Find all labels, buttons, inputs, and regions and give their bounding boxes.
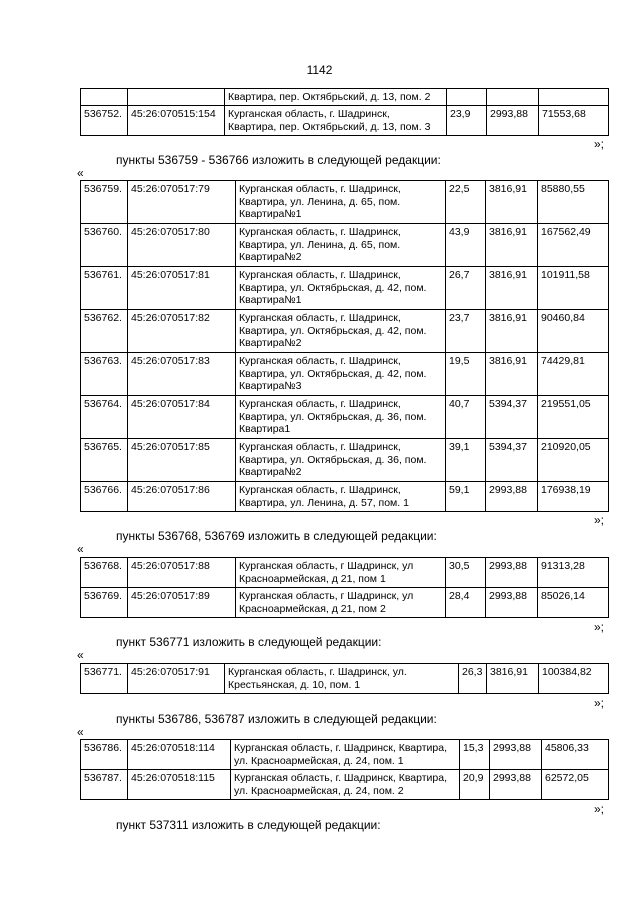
row-number-cell: 536762. [81,310,128,353]
rate-cell: 3816,91 [486,224,538,267]
cadastral-number-cell: 45:26:070518:115 [128,770,231,800]
address-cell: Курганская область, г. Шадринск, Квартира, пер. Октябрьский, д. 13, пом. 3 [225,106,447,136]
value-cell: 176938,19 [538,482,609,512]
row-number-cell: 536759. [81,181,128,224]
table-536768-536769 [80,557,609,618]
rate-cell: 3816,91 [486,310,538,353]
cadastral-number-cell: 45:26:070517:81 [128,267,236,310]
rate-cell: 5394,37 [486,396,538,439]
cadastral-number-cell: 45:26:070517:83 [128,353,236,396]
table-continuation [80,88,609,136]
table-row [81,439,609,482]
area-cell: 23,9 [447,106,487,136]
cadastral-number-cell: 45:26:070517:85 [128,439,236,482]
cadastral-number-cell [128,89,225,106]
row-number-cell: 536768. [81,558,128,588]
table-row [81,588,609,618]
cadastral-number-cell: 45:26:070517:80 [128,224,236,267]
table-row [81,181,609,224]
value-cell: 167562,49 [538,224,609,267]
table-row [81,106,609,136]
row-number-cell: 536763. [81,353,128,396]
rate-cell: 5394,37 [486,439,538,482]
value-cell: 85026,14 [538,588,609,618]
value-cell: 45806,33 [542,740,609,770]
table-row [81,770,609,800]
cadastral-number-cell: 45:26:070517:91 [128,664,225,694]
area-cell: 15,3 [460,740,490,770]
area-cell: 19,5 [446,353,486,396]
cadastral-number-cell: 45:26:070517:86 [128,482,236,512]
row-number-cell: 536764. [81,396,128,439]
row-number-cell: 536761. [81,267,128,310]
address-cell: Курганская область, г. Шадринск, Квартира, ул. Красноармейская, д. 24, пом. 2 [231,770,460,800]
cadastral-number-cell: 45:26:070518:114 [128,740,231,770]
address-cell: Квартира, пер. Октябрьский, д. 13, пом. 2 [225,89,447,106]
area-cell: 59,1 [446,482,486,512]
rate-cell: 2993,88 [486,558,538,588]
value-cell: 90460,84 [538,310,609,353]
row-number-cell: 536771. [81,664,128,694]
area-cell: 20,9 [460,770,490,800]
closing-quote: »; [594,137,605,151]
value-cell: 219551,05 [538,396,609,439]
rate-cell: 2993,88 [487,106,539,136]
cadastral-number-cell: 45:26:070515:154 [128,106,225,136]
value-cell [539,89,609,106]
area-cell: 28,4 [446,588,486,618]
address-cell: Курганская область, г. Шадринск, Квартира, ул. Октябрьская, д. 42, пом. Квартира№1 [236,267,446,310]
value-cell: 62572,05 [542,770,609,800]
section-heading: пункты 536759 - 536766 изложить в следующей редакции: [116,153,441,167]
address-cell: Курганская область, г. Шадринск, Квартира, ул. Ленина, д. 57, пом. 1 [236,482,446,512]
address-cell: Курганская область, г. Шадринск, Квартира, ул. Октябрьская, д. 42, пом. Квартира№3 [236,353,446,396]
value-cell: 71553,68 [539,106,609,136]
address-cell: Курганская область, г. Шадринск, Квартира, ул. Октябрьская, д. 36, пом. Квартира1 [236,396,446,439]
row-number-cell: 536760. [81,224,128,267]
section-heading: пункт 536771 изложить в следующей редакции: [116,635,382,649]
opening-quote: « [77,166,84,180]
cadastral-number-cell: 45:26:070517:89 [128,588,236,618]
table-row [81,353,609,396]
area-cell: 23,7 [446,310,486,353]
table-536759-536766 [80,180,609,512]
area-cell: 26,3 [459,664,487,694]
opening-quote: « [77,648,84,662]
row-number-cell: 536786. [81,740,128,770]
rate-cell: 3816,91 [486,267,538,310]
opening-quote: « [77,542,84,556]
section-heading: пункт 537311 изложить в следующей редакции: [116,818,381,832]
value-cell: 74429,81 [538,353,609,396]
address-cell: Курганская область, г Шадринск, ул Красноармейская, д 21, пом 1 [236,558,446,588]
area-cell: 43,9 [446,224,486,267]
row-number-cell: 536765. [81,439,128,482]
rate-cell: 2993,88 [486,482,538,512]
cadastral-number-cell: 45:26:070517:88 [128,558,236,588]
section-heading: пункты 536768, 536769 изложить в следующей редакции: [116,529,437,543]
value-cell: 100384,82 [539,664,609,694]
table-row [81,740,609,770]
address-cell: Курганская область, г Шадринск, ул Красноармейская, д 21, пом 2 [236,588,446,618]
cadastral-number-cell: 45:26:070517:84 [128,396,236,439]
closing-quote: »; [594,513,605,527]
table-row [81,558,609,588]
rate-cell: 2993,88 [486,588,538,618]
row-number-cell: 536752. [81,106,128,136]
area-cell: 40,7 [446,396,486,439]
closing-quote: »; [594,696,605,710]
rate-cell: 3816,91 [487,664,539,694]
area-cell: 26,7 [446,267,486,310]
closing-quote: »; [594,802,605,816]
table-536786-536787 [80,739,609,800]
rate-cell [487,89,539,106]
table-row [81,664,609,694]
value-cell: 91313,28 [538,558,609,588]
table-row [81,396,609,439]
page-number: 1142 [306,63,333,77]
rate-cell: 2993,88 [490,770,542,800]
opening-quote: « [77,725,84,739]
cadastral-number-cell: 45:26:070517:79 [128,181,236,224]
cadastral-number-cell: 45:26:070517:82 [128,310,236,353]
rate-cell: 2993,88 [490,740,542,770]
value-cell: 85880,55 [538,181,609,224]
table-row [81,267,609,310]
address-cell: Курганская область, г. Шадринск, Квартира, ул. Ленина, д. 65, пом. Квартира№1 [236,181,446,224]
row-number-cell: 536769. [81,588,128,618]
table-row [81,89,609,106]
value-cell: 101911,58 [538,267,609,310]
area-cell: 39,1 [446,439,486,482]
rate-cell: 3816,91 [486,181,538,224]
row-number-cell: 536766. [81,482,128,512]
rate-cell: 3816,91 [486,353,538,396]
table-row [81,224,609,267]
closing-quote: »; [594,620,605,634]
section-heading: пункты 536786, 536787 изложить в следующей редакции: [116,712,437,726]
address-cell: Курганская область, г. Шадринск, ул. Крестьянская, д. 10, пом. 1 [225,664,459,694]
table-536771 [80,663,609,694]
value-cell: 210920,05 [538,439,609,482]
table-row [81,482,609,512]
area-cell [447,89,487,106]
area-cell: 30,5 [446,558,486,588]
table-row [81,310,609,353]
address-cell: Курганская область, г. Шадринск, Квартира, ул. Октябрьская, д. 36, пом. Квартира№2 [236,439,446,482]
row-number-cell: 536787. [81,770,128,800]
address-cell: Курганская область, г. Шадринск, Квартира, ул. Ленина, д. 65, пом. Квартира№2 [236,224,446,267]
row-number-cell [81,89,128,106]
address-cell: Курганская область, г. Шадринск, Квартира, ул. Октябрьская, д. 42, пом. Квартира№2 [236,310,446,353]
area-cell: 22,5 [446,181,486,224]
address-cell: Курганская область, г. Шадринск, Квартира, ул. Красноармейская, д. 24, пом. 1 [231,740,460,770]
